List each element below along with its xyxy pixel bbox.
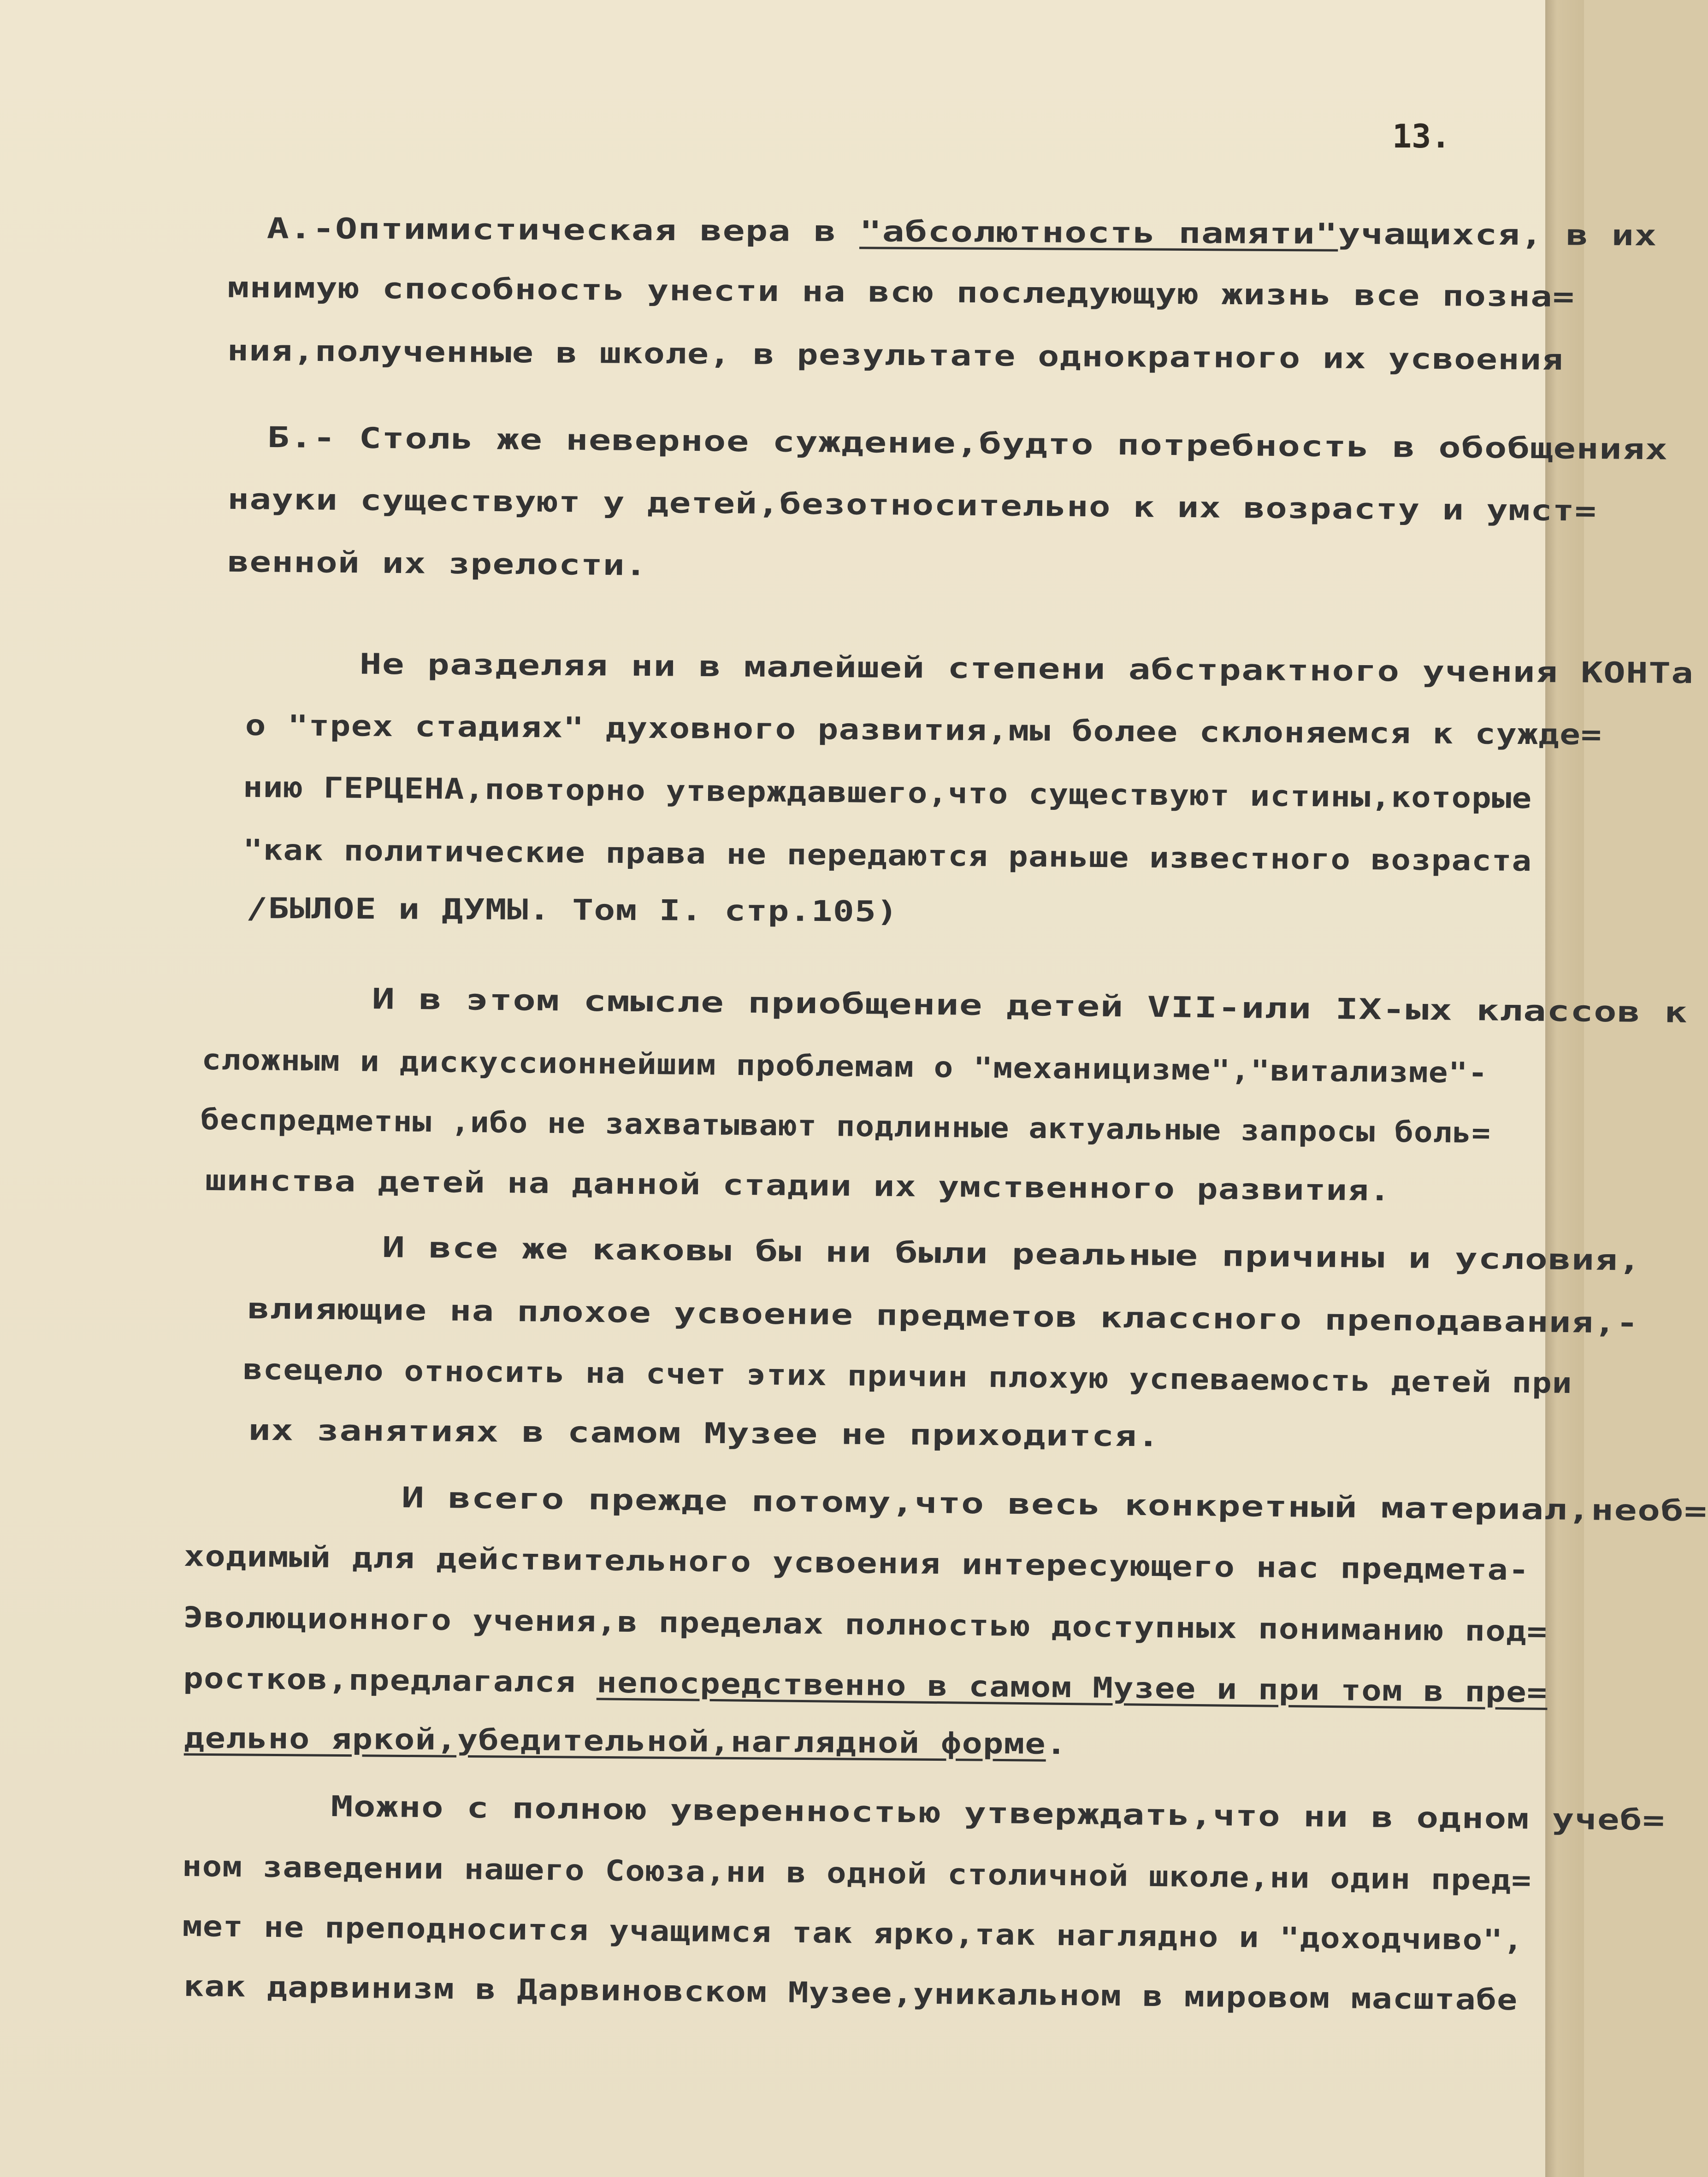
text-line-3 (183, 300, 1564, 377)
text-line-17-text: влияющие на плохое усвоение предметов классного преподавания,- (247, 1292, 1639, 1340)
text-line-12-text: И в этом смысле приобщение детей VII-или IX-ых классов к (372, 982, 1688, 1029)
text-line-11-text: /БЫЛОЕ и ДУМЫ. Том I. стр.105) (246, 891, 898, 928)
text-line-22-text: Эволюционного учения,в пределах полностью доступных пониманию под= (183, 1600, 1548, 1648)
text-line-6-text: венной их зрелости. (227, 544, 648, 582)
text-line-18-text: всецело относить на счет этих причин плохую успеваемость детей при (242, 1352, 1572, 1400)
text-line-16-text: И все же каковы бы ни были реальные причины и условия, (382, 1230, 1642, 1277)
text-line-27-text: мет не преподносится учащимся так ярко,так наглядно и "доходчиво", (182, 1909, 1524, 1957)
text-line-28 (142, 1935, 1518, 2017)
underlined-phrase: непосредственно в самом Музее и при том в пре= (596, 1665, 1548, 1709)
text-line-19-text: их занятиях в самом Музее не приходится. (248, 1413, 1160, 1453)
text-line-3-text: ния,полученные в школе, в результате однократного их усвоения (227, 333, 1564, 377)
text-line-2-text: мнимую способность унести на всю последующую жизнь все позна= (227, 270, 1575, 314)
text-line-4-text: Б.- Столь же неверное суждение,будто потребность в обобщениях (267, 420, 1668, 466)
text-line-11 (203, 857, 898, 928)
text-line-8-text: о "трех стадиях" духовного развития,мы более склоняемся к сужде= (245, 708, 1602, 752)
text-line-10-text: "как политические права не передаются раньше известного возраста (242, 832, 1532, 878)
text-line-25-text: Можно с полною уверенностью утверждать,что ни в одном учеб= (331, 1789, 1666, 1837)
text-line-7-text: Не разделяя ни в малейшей степени абстрактного учения КОНТа (359, 647, 1694, 690)
page-number: 13. (1392, 118, 1451, 155)
text-line-28-text: как дарвинизм в Дарвиновском Музее,уникальном в мировом масштабе (183, 1969, 1518, 2017)
text-line-24 (142, 1687, 1067, 1761)
text-line-9-text: нию ГЕРЦЕНА,повторно утверждавшего,что существуют истины,которые (242, 770, 1532, 815)
text-line-5-text: науки существуют у детей,безотносительно к их возрасту и умст= (227, 482, 1597, 528)
text-line-1-text: А.-Оптимистическая вера в "абсолютность памяти"учащихся, в их (266, 211, 1657, 253)
text-line-23-text: ростков,предлагался непосредственно в самом Музее и при том в пре= (183, 1661, 1548, 1709)
text-line-24-text: дельно яркой,убедительной,наглядной форме. (183, 1721, 1067, 1761)
underlined-phrase: дельно яркой,убедительной,наглядной форме (183, 1721, 1046, 1761)
text-line-15 (162, 1129, 1391, 1207)
underlined-phrase: "абсолютность памяти" (859, 214, 1338, 251)
text-line-26-text: ном заведении нашего Союза,ни в одной столичной школе,ни один пред= (182, 1849, 1532, 1897)
text-line-19 (202, 1379, 1160, 1453)
text-line-14-text: беспредметны ,ибо не захватывают подлинные актуальные запросы боль= (200, 1102, 1491, 1150)
text-line-13-text: сложным и дискуссионнейшим проблемам о "механицизме","витализме"- (201, 1042, 1488, 1090)
text-line-15-text: шинства детей на данной стадии их умственного развития. (205, 1163, 1391, 1208)
text-line-6 (183, 511, 647, 582)
text-line-20-text: И всего прежде потому,что весь конкретный материал,необ= (401, 1481, 1708, 1528)
text-line-21-text: ходимый для действительного усвоения интересующего нас предмета- (183, 1539, 1530, 1587)
